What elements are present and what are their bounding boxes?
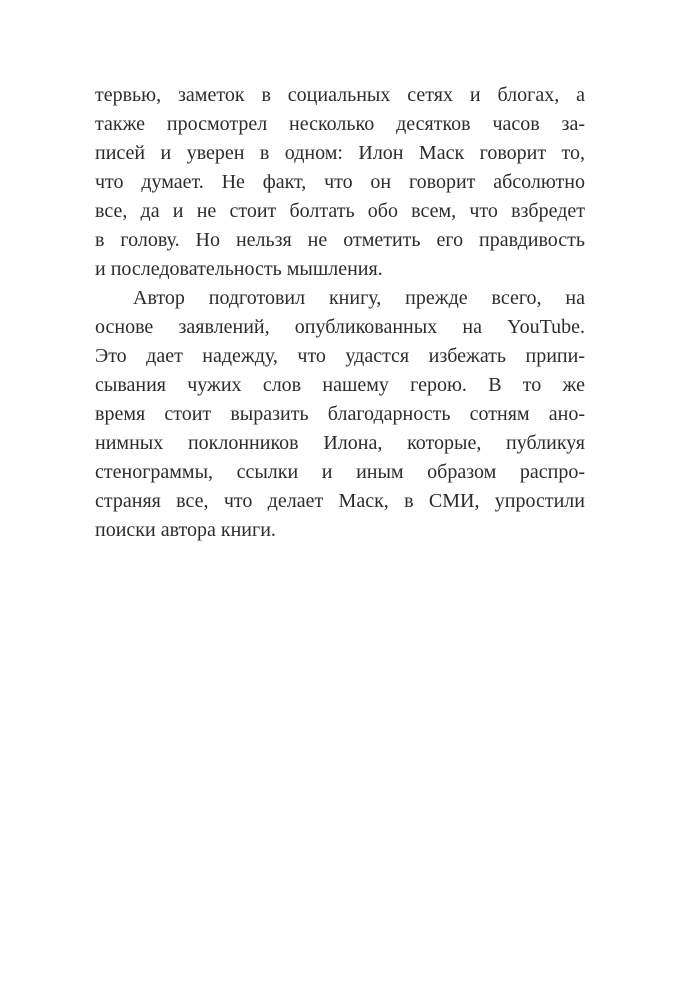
text-line: и последовательность мышления. [95,258,383,280]
text-line: тервью, заметок в социальных сетях и блогах, а [95,84,585,106]
text-line: также просмотрел несколько десятков часов за- [95,113,585,135]
text-line: основе заявлений, опубликованных на YouTube. [95,316,585,338]
text-line: поиски автора книги. [95,519,276,541]
text-line: нимных поклонников Илона, которые, публикуя [95,432,585,454]
text-line: стенограммы, ссылки и иным образом распро- [95,461,585,483]
text-line: что думает. Не факт, что он говорит абсолютно [95,171,585,193]
text-line: писей и уверен в одном: Илон Маск говорит то, [95,142,585,164]
text-line: Это дает надежду, что удастся избежать припи- [95,345,585,367]
text-line: в голову. Но нельзя не отметить его правдивость [95,229,585,251]
text-block [95,81,585,545]
text-line: Автор подготовил книгу, прежде всего, на [133,287,585,309]
text-line: страняя все, что делает Маск, в СМИ, упростили [95,490,585,512]
text-line: время стоит выразить благодарность сотням ано- [95,403,585,425]
text-line: сывания чужих слов нашему герою. В то же [95,374,585,396]
paragraph-2 [95,284,585,545]
paragraph-1 [95,81,585,284]
text-line: все, да и не стоит болтать обо всем, что взбредет [95,200,585,222]
